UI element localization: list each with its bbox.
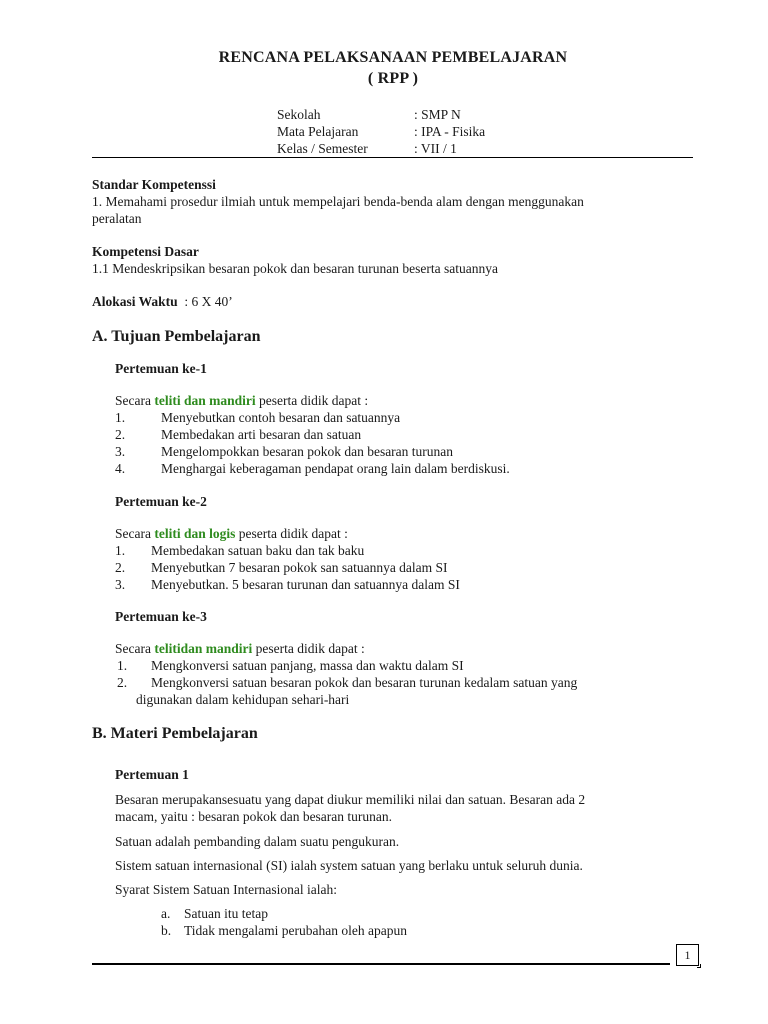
identity-label-class: Kelas / Semester [277,141,368,156]
intro-emphasis: teliti dan mandiri [154,393,256,408]
list-item-number: 1. [115,410,126,425]
list-item: Menyebutkan contoh besaran dan satuannya [161,410,401,425]
alokasi-label: Alokasi Waktu [92,294,178,309]
list-item-number: 4. [115,461,126,476]
standar-heading: Standar Kompetenssi [92,177,216,192]
kompetensi-text: 1.1 Mendeskripsikan besaran pokok dan besaran turunan beserta satuannya [92,261,498,276]
footer-divider [92,963,670,965]
list-item-number: a. [161,906,171,921]
list-item: Menyebutkan 7 besaran pokok san satuannya dalam SI [151,560,448,575]
intro-text: Secara [115,641,155,656]
list-item-number: 1. [117,658,128,673]
list-item-number: 2. [117,675,128,690]
meeting-1-heading: Pertemuan ke-1 [115,361,207,376]
section-a-heading: A. Tujuan Pembelajaran [92,328,261,345]
section-b-heading: B. Materi Pembelajaran [92,725,258,742]
list-item: Menghargai keberagaman pendapat orang lain dalam berdiskusi. [161,461,510,476]
standar-text-line2: peralatan [92,211,142,226]
materi-paragraph-1-line2: macam, yaitu : besaran pokok dan besaran turunan. [115,809,393,824]
list-item-number: 2. [115,560,126,575]
alokasi-waktu [92,294,233,310]
document-title: RENCANA PELAKSANAAN PEMBELAJARAN [218,49,568,66]
list-item-number: 1. [115,543,126,558]
alokasi-value: : 6 X 40’ [177,294,233,309]
identity-label-subject: Mata Pelajaran [277,124,359,139]
identity-value-school: : SMP N [414,107,461,122]
meeting-1-intro [115,393,368,409]
list-item-number: 3. [115,577,126,592]
list-item: Mengkonversi satuan besaran pokok dan besaran turunan kedalam satuan yang [151,675,578,690]
materi-paragraph-2: Satuan adalah pembanding dalam suatu pengukuran. [115,834,400,849]
identity-value-subject: : IPA - Fisika [414,124,486,139]
intro-text: Secara [115,393,155,408]
list-item: Tidak mengalami perubahan oleh apapun [184,923,407,938]
list-item: Menyebutkan. 5 besaran turunan dan satuannya dalam SI [151,577,460,592]
materi-paragraph-3: Sistem satuan internasional (SI) ialah system satuan yang berlaku untuk seluruh dunia. [115,858,583,873]
page-number-box [676,944,699,966]
intro-text: peserta didik dapat : [255,393,369,408]
document-subtitle: ( RPP ) [367,70,419,87]
list-item: Mengkonversi satuan panjang, massa dan waktu dalam SI [151,658,464,673]
list-item-number: b. [161,923,172,938]
header-divider [92,157,693,158]
list-item-number: 2. [115,427,126,442]
intro-emphasis: telitidan mandiri [154,641,253,656]
list-item: Satuan itu tetap [184,906,268,921]
intro-text: peserta didik dapat : [252,641,365,656]
page-number: 1 [684,948,691,962]
meeting-2-intro [115,526,348,542]
intro-emphasis: teliti dan logis [154,526,236,541]
list-item: Mengelompokkan besaran pokok dan besaran turunan [161,444,454,459]
list-item-number: 3. [115,444,126,459]
meeting-3-heading: Pertemuan ke-3 [115,609,207,624]
page-corner-mark [697,964,701,968]
identity-label-school: Sekolah [277,107,321,122]
list-item: Membedakan satuan baku dan tak baku [151,543,365,558]
kompetensi-heading: Kompetensi Dasar [92,244,199,259]
standar-text-line1: 1. Memahami prosedur ilmiah untuk mempelajari benda-benda alam dengan menggunakan [92,194,584,209]
meeting-3-intro [115,641,365,657]
meeting-2-heading: Pertemuan ke-2 [115,494,207,509]
list-item-continuation: digunakan dalam kehidupan sehari-hari [136,692,350,707]
materi-paragraph-1-line1: Besaran merupakansesuatu yang dapat diukur memiliki nilai dan satuan. Besaran ada 2 [115,792,586,807]
identity-value-class: : VII / 1 [414,141,457,156]
intro-text: peserta didik dapat : [235,526,348,541]
list-item: Membedakan arti besaran dan satuan [161,427,362,442]
materi-meeting-heading: Pertemuan 1 [115,767,189,782]
intro-text: Secara [115,526,155,541]
materi-paragraph-4: Syarat Sistem Satuan Internasional ialah: [115,882,337,897]
